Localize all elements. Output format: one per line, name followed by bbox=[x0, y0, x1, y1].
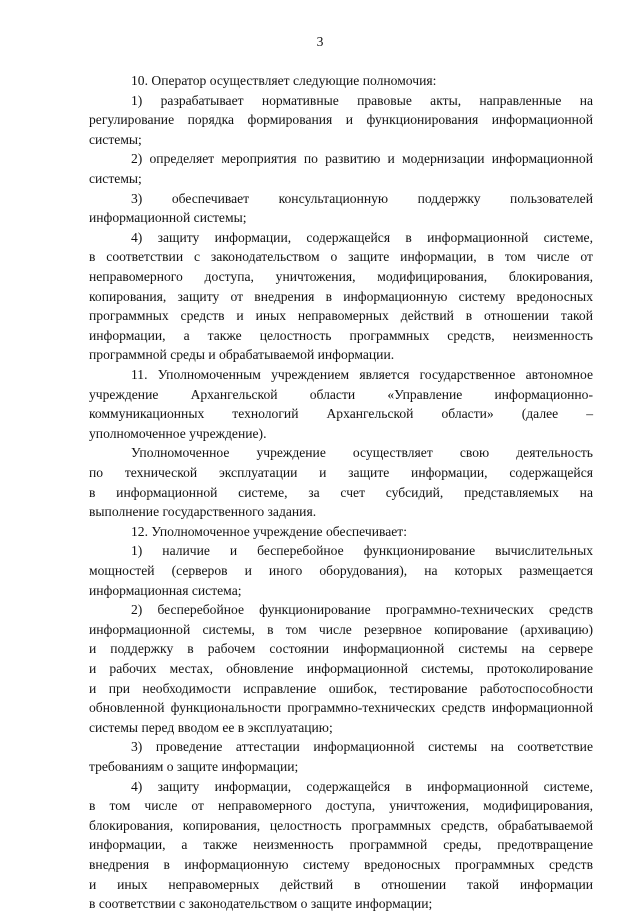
text-line: системы перед вводом ее в эксплуатацию; bbox=[89, 719, 333, 735]
text-line: 11. Уполномоченным учреждением является государственное автономное bbox=[131, 367, 593, 382]
text-line: и иных неправомерных действий в отношении такой информации bbox=[89, 876, 593, 892]
text-line: системы; bbox=[89, 171, 142, 186]
text-line: коммуникационных технологий Архангельской области» (далее – bbox=[89, 406, 593, 422]
text-line: копирования, защиту от внедрения в информационную систему вредоносных bbox=[89, 288, 593, 304]
text-line: программной среды и обрабатываемой информации. bbox=[89, 347, 395, 363]
text-line: в том числе от неправомерного доступа, уничтожения, модифицирования, bbox=[89, 798, 593, 814]
page-number: 3 bbox=[316, 34, 324, 49]
text-line: требованиям о защите информации; bbox=[89, 759, 299, 774]
text-line: и при необходимости исправление ошибок, тестирование работоспособности bbox=[89, 680, 593, 696]
text-line: внедрения в информационную систему вредоносных программных средств bbox=[89, 857, 593, 872]
text-line: Уполномоченное учреждение осуществляет свою деятельность bbox=[131, 445, 593, 461]
text-line: учреждение Архангельской области «Управление информационно- bbox=[89, 386, 593, 402]
text-line: 1) разрабатывает нормативные правовые акты, направленные на bbox=[131, 92, 593, 108]
text-line: информации, а также целостность программных средств, неизменность bbox=[89, 327, 593, 343]
text-line: информационной системы; bbox=[89, 210, 247, 226]
text-line: 3) проведение аттестации информационной системы на соответствие bbox=[131, 739, 593, 755]
text-line: информации, а также неизменность программной среды, предотвращение bbox=[89, 837, 593, 853]
text-line: обновленной функциональности программно-технических средств информационной bbox=[89, 700, 593, 716]
text-line: 4) защиту информации, содержащейся в информационной системе, bbox=[131, 778, 593, 794]
text-line: в соответствии с законодательством о защите информации; bbox=[89, 896, 433, 912]
text-line: 2) определяет мероприятия по развитию и модернизации информационной bbox=[131, 151, 593, 167]
text-line: 1) наличие и бесперебойное функционирование вычислительных bbox=[131, 543, 593, 559]
text-line: 3) обеспечивает консультационную поддержку пользователей bbox=[131, 190, 593, 206]
text-line: выполнение государственного задания. bbox=[89, 504, 317, 520]
text-line: регулирование порядка формирования и функционирования информационной bbox=[89, 112, 593, 128]
text-line: 10. Оператор осуществляет следующие полномочия: bbox=[131, 73, 437, 88]
text-line: и поддержку в рабочем состоянии информационной системы на сервере bbox=[89, 641, 593, 657]
text-line: блокирования, копирования, целостность программных средств, обрабатываемой bbox=[89, 817, 593, 833]
text-line: информационной системы, в том числе резервное копирование (архивацию) bbox=[89, 621, 593, 637]
text-line: уполномоченное учреждение). bbox=[89, 425, 267, 441]
text-line: 2) бесперебойное функционирование программно-технических средств bbox=[131, 602, 593, 618]
text-line: в соответствии с законодательством о защите информации, в том числе от bbox=[89, 249, 593, 265]
text-line: информационная система; bbox=[89, 582, 242, 598]
text-line: 4) защиту информации, содержащейся в информационной системе, bbox=[131, 229, 593, 245]
text-line: системы; bbox=[89, 131, 142, 147]
text-line: программных средств и иных неправомерных действий в отношении такой bbox=[89, 308, 593, 324]
text-line: 12. Уполномоченное учреждение обеспечивает: bbox=[131, 523, 408, 539]
text-line: по технической эксплуатации и защите информации, содержащейся bbox=[89, 465, 593, 480]
text-line: в информационной системе, за счет субсидий, представляемых на bbox=[89, 484, 593, 500]
text-line: и рабочих местах, обновление информационной системы, протоколирование bbox=[89, 661, 593, 676]
text-line: неправомерного доступа, уничтожения, модифицирования, блокирования, bbox=[89, 269, 593, 284]
text-line: мощностей (серверов и иного оборудования), на которых размещается bbox=[89, 563, 593, 578]
